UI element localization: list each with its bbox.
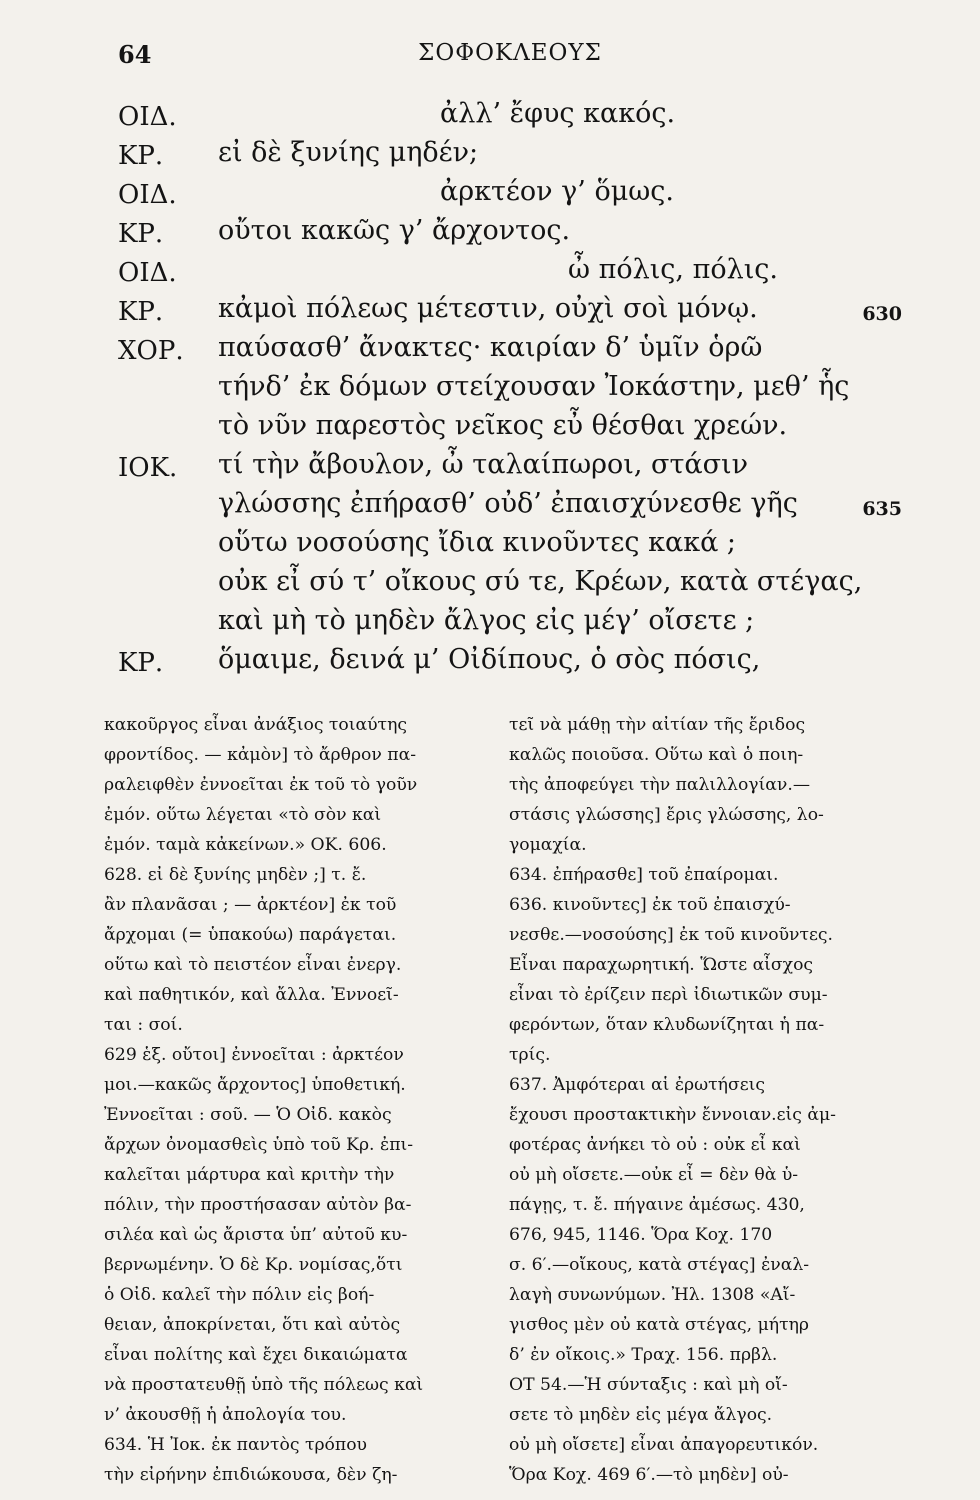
note-line: βερνωμένην. Ὁ δὲ Κρ. νομίσας,ὅτι <box>104 1255 403 1275</box>
note-line: γισθος μὲν οὐ κατὰ στέγας, μήτηρ <box>509 1315 809 1335</box>
note-line: ἐμόν. οὕτω λέγεται «τὸ σὸν καὶ <box>104 805 382 825</box>
verse-text: οὐκ εἶ σύ τ’ οἴκους σύ τε, Κρέων, κατὰ στέγας, <box>218 566 863 597</box>
verse-line <box>0 527 980 567</box>
note-line: ἄρχων ὀνομασθεὶς ὑπὸ τοῦ Κρ. ἐπι- <box>104 1135 414 1155</box>
notes-left-column <box>104 710 494 1490</box>
page-number: 64 <box>118 40 152 69</box>
note-line: νεσθε.—νοσούσης] ἐκ τοῦ κινοῦντες. <box>509 925 834 945</box>
note-line: εἶναι τὸ ἐρίζειν περὶ ἰδιωτικῶν συμ- <box>509 985 828 1005</box>
note-line: καλεῖται μάρτυρα καὶ κριτὴν τὴν <box>104 1165 395 1185</box>
note-line: 628. εἰ δὲ ξυνίης μηδὲν ;] τ. ἔ. <box>104 865 367 885</box>
note-line: ἐμόν. ταμὰ κἀκείνων.» ΟΚ. 606. <box>104 835 387 855</box>
verse-line <box>0 449 980 489</box>
note-line: καὶ παθητικόν, καὶ ἄλλα. Ἐννοεῖ- <box>104 985 399 1005</box>
verse-line <box>0 644 980 684</box>
speaker-label: ΚΡ. <box>118 141 164 171</box>
speaker-label: ΚΡ. <box>118 219 164 249</box>
speaker-label: ΚΡ. <box>118 648 164 678</box>
verse-text: τί τὴν ἄβουλον, ὦ ταλαίπωροι, στάσιν <box>218 449 749 480</box>
running-title: ΣΟΦΟΚΛΕΟΥΣ <box>418 40 602 66</box>
note-line: ραλειφθὲν ἐννοεῖται ἐκ τοῦ τὸ γοῦν <box>104 775 418 795</box>
note-line: πόλιν, τὴν προστήσασαν αὐτὸν βα- <box>104 1195 412 1215</box>
note-line: ὁ Οἰδ. καλεῖ τὴν πόλιν εἰς βοή- <box>104 1285 375 1305</box>
note-line: τρίς. <box>509 1045 551 1065</box>
speaker-label: ΧΟΡ. <box>118 336 184 366</box>
verse-text: εἰ δὲ ξυνίης μηδέν; <box>218 137 479 168</box>
note-line: τεῖ νὰ μάθῃ τὴν αἰτίαν τῆς ἔριδος <box>509 715 806 735</box>
verse-line <box>0 98 980 138</box>
note-line: οὕτω καὶ τὸ πειστέον εἶναι ἐνεργ. <box>104 955 402 975</box>
verse-line <box>0 137 980 177</box>
note-line: γομαχία. <box>509 835 587 855</box>
verse-line <box>0 605 980 645</box>
note-line: Ἐννοεῖται : σοῦ. — Ὁ Οἰδ. κακὸς <box>104 1105 392 1125</box>
note-line: ἂν πλανᾶσαι ; — ἀρκτέον] ἐκ τοῦ <box>104 895 397 915</box>
note-line: οὐ μὴ οἴσετε.—οὐκ εἶ = δὲν θὰ ὑ- <box>509 1165 799 1185</box>
note-line: θειαν, ἀποκρίνεται, ὅτι καὶ αὐτὸς <box>104 1315 401 1335</box>
note-line: 637. Ἀμφότεραι αἱ ἐρωτήσεις <box>509 1075 765 1095</box>
note-line: φροντίδος. — κἀμὸν] τὸ ἄρθρον πα- <box>104 745 417 765</box>
note-line: 636. κινοῦντες] ἐκ τοῦ ἐπαισχύ- <box>509 895 791 915</box>
note-line: Ὅρα Κοχ. 469 6′.—τὸ μηδὲν] οὐ- <box>509 1465 789 1485</box>
note-line: 629 ἑξ. οὔτοι] ἐννοεῖται : ἀρκτέον <box>104 1045 404 1065</box>
note-line: φοτέρας ἀνήκει τὸ οὐ : οὐκ εἶ καὶ <box>509 1135 801 1155</box>
note-line: Εἶναι παραχωρητική. Ὥστε αἶσχος <box>509 955 814 975</box>
verse-text: παύσασθ’ ἄνακτες· καιρίαν δ’ ὑμῖν ὁρῶ <box>218 332 763 363</box>
verse-line <box>0 410 980 450</box>
verse-line <box>0 371 980 411</box>
speaker-label: ΟΙΔ. <box>118 180 177 210</box>
speaker-label: ΙΟΚ. <box>118 453 178 483</box>
verse-text: ἀλλ’ ἔφυς κακός. <box>440 98 676 129</box>
verse-text: κἀμοὶ πόλεως μέτεστιν, οὐχὶ σοὶ μόνῳ. <box>218 293 758 324</box>
note-line: σετε τὸ μηδὲν εἰς μέγα ἄλγος. <box>509 1405 773 1425</box>
note-line: ΟΤ 54.—Ἡ σύνταξις : καὶ μὴ οἴ- <box>509 1375 788 1395</box>
note-line: στάσις γλώσσης] ἔρις γλώσσης, λο- <box>509 805 824 825</box>
notes-right-column <box>509 710 899 1490</box>
verse-text: ἀρκτέον γ’ ὅμως. <box>440 176 674 207</box>
note-line: 676, 945, 1146. Ὅρα Κοχ. 170 <box>509 1225 773 1245</box>
verse-line <box>0 293 980 333</box>
note-line: ν’ ἀκουσθῇ ἡ ἀπολογία του. <box>104 1405 347 1425</box>
verse-line <box>0 254 980 294</box>
verse-line <box>0 488 980 528</box>
verse-text: οὕτω νοσούσης ἴδια κινοῦντες κακά ; <box>218 527 737 558</box>
verse-line <box>0 566 980 606</box>
note-line: κακοῦργος εἶναι ἀνάξιος τοιαύτης <box>104 715 407 735</box>
verse-line <box>0 332 980 372</box>
verse-block <box>0 98 980 688</box>
note-line: φερόντων, ὅταν κλυδωνίζηται ἡ πα- <box>509 1015 825 1035</box>
note-line: καλῶς ποιοῦσα. Οὕτω καὶ ὁ ποιη- <box>509 745 804 765</box>
speaker-label: ΚΡ. <box>118 297 164 327</box>
note-line: ἔχουσι προστακτικὴν ἔννοιαν.εἰς ἀμ- <box>509 1105 836 1125</box>
line-number: 635 <box>862 498 902 520</box>
line-number: 630 <box>862 303 902 325</box>
note-line: εἶναι πολίτης καὶ ἔχει δικαιώματα <box>104 1345 408 1365</box>
verse-text: ὅμαιμε, δεινά μ’ Οἰδίπους, ὁ σὸς πόσις, <box>218 644 761 675</box>
note-line: σ. 6′.—οἴκους, κατὰ στέγας] ἐναλ- <box>509 1255 810 1275</box>
verse-line <box>0 215 980 255</box>
note-line: τὴς ἀποφεύγει τὴν παλιλλογίαν.— <box>509 775 811 795</box>
note-line: ἄρχομαι (= ὑπακούω) παράγεται. <box>104 925 397 945</box>
verse-text: καὶ μὴ τὸ μηδὲν ἄλγος εἰς μέγ’ οἴσετε ; <box>218 605 755 636</box>
verse-text: τήνδ’ ἐκ δόμων στείχουσαν Ἰοκάστην, μεθ’ ἧς <box>218 371 850 402</box>
note-line: 634. ἐπήρασθε] τοῦ ἐπαίρομαι. <box>509 865 779 885</box>
speaker-label: ΟΙΔ. <box>118 102 177 132</box>
verse-text: οὔτοι κακῶς γ’ ἄρχοντος. <box>218 215 571 246</box>
note-line: νὰ προστατευθῇ ὑπὸ τῆς πόλεως καὶ <box>104 1375 424 1395</box>
note-line: πάγῃς, τ. ἔ. πήγαινε ἀμέσως. 430, <box>509 1195 805 1215</box>
verse-text: γλώσσης ἐπήρασθ’ οὐδ’ ἐπαισχύνεσθε γῆς <box>218 488 798 519</box>
verse-text: ὦ πόλις, πόλις. <box>568 254 778 285</box>
page-header <box>0 32 980 72</box>
commentary-notes <box>0 710 980 1485</box>
note-line: λαγὴ συνωνύμων. Ἠλ. 1308 «Αἴ- <box>509 1285 796 1305</box>
note-line: ται : σοί. <box>104 1015 183 1035</box>
verse-text: τὸ νῦν παρεστὸς νεῖκος εὖ θέσθαι χρεών. <box>218 410 788 441</box>
note-line: μοι.—κακῶς ἄρχοντος] ὑποθετική. <box>104 1075 406 1095</box>
verse-line <box>0 176 980 216</box>
note-line: τὴν εἰρήνην ἐπιδιώκουσα, δὲν ζη- <box>104 1465 398 1485</box>
note-line: 634. Ἡ Ἰοκ. ἐκ παντὸς τρόπου <box>104 1435 367 1455</box>
speaker-label: ΟΙΔ. <box>118 258 177 288</box>
note-line: δ’ ἐν οἴκοις.» Τραχ. 156. πρβλ. <box>509 1345 778 1365</box>
note-line: οὐ μὴ οἴσετε] εἶναι ἀπαγορευτικόν. <box>509 1435 819 1455</box>
note-line: σιλέα καὶ ὡς ἄριστα ὑπ’ αὐτοῦ κυ- <box>104 1225 408 1245</box>
